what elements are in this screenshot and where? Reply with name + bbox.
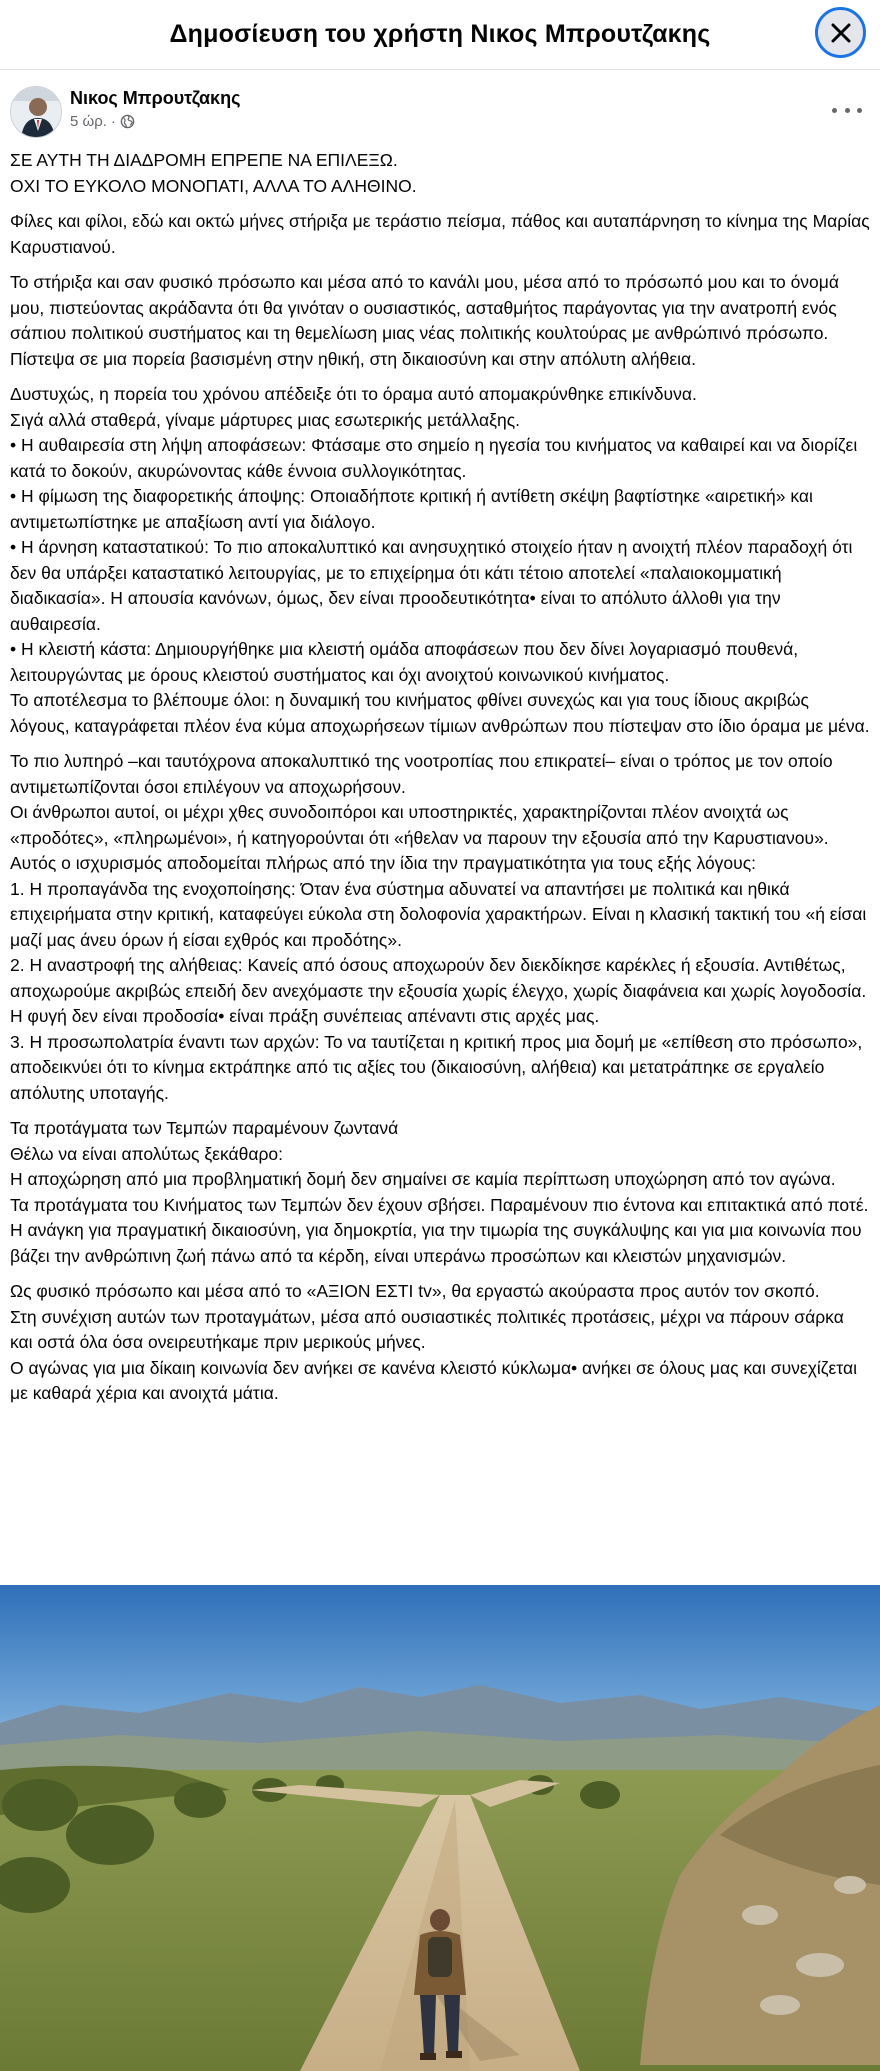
post-paragraph: Ως φυσικό πρόσωπο και μέσα από το «ΑΞΙΟΝ ΕΣΤΙ tv», θα εργαστώ ακούραστα προς αυτόν τον σκοπό. [10, 1281, 820, 1301]
close-icon [830, 22, 852, 44]
post-paragraph: • Η φίμωση της διαφορετικής άποψης: Οποιαδήποτε κριτική ή αντίθετη σκέψη βαφτίστηκε «αιρετική» και αντιμετωπίστηκε με απαξίωση αντί για διάλογο. [10, 486, 813, 532]
post-paragraph: 1. Η προπαγάνδα της ενοχοποίησης: Όταν ένα σύστημα αδυνατεί να απαντήσει με πολιτικά και ηθικά επιχειρήματα στην κριτική, καταφεύγει εύκολα στη δολοφονία χαρακτήρων. Είναι η κλασική τακτική του «ή είσαι μαζί μας άνευ όρων ή είσαι εχθρός και προδότης». [10, 878, 867, 950]
post-paragraph: Φίλες και φίλοι, εδώ και οκτώ μήνες στήριξα με τεράστιο πείσμα, πάθος και αυταπάρνηση το κίνημα της Μαρίας Καρυστιανού. [10, 211, 870, 257]
road-landscape-image [0, 1585, 880, 2071]
more-options-dot [857, 108, 862, 113]
post-paragraph: Στη συνέχιση αυτών των προταγμάτων, μέσα από ουσιαστικές πολιτικές προτάσεις, μέχρι να πάρουν σάρκα και οστά όλα όσα ονειρευτήκαμε πριν μερικούς μήνες. [10, 1306, 844, 1352]
post-paragraph: Τα προτάγματα των Τεμπών παραμένουν ζωντανά [10, 1118, 399, 1138]
post-header [10, 86, 870, 140]
post-paragraph: Τα προτάγματα του Κινήματος των Τεμπών δεν έχουν σβήσει. Παραμένουν πιο έντονα και επιτακτικά από ποτέ. Η ανάγκη για πραγματική δικαιοσύνη, για δημοκρτία, για την τιμωρία της συγκάλυψης και για μια κοινωνία που βάζει την ανθρώπινη ζωή πάνω από τα κέρδη, είναι υπεράνω προσώπων και κλειστών μηχανισμών. [10, 1194, 869, 1266]
post-paragraph: Θέλω να είναι απολύτως ξεκάθαρο: [10, 1143, 284, 1164]
post-text [10, 148, 870, 1407]
post-paragraph: Αυτός ο ισχυρισμός αποδομείται πλήρως από την ίδια την πραγματικότητα για τους εξής λόγους: [10, 853, 757, 873]
post-paragraph: Δυστυχώς, η πορεία του χρόνου απέδειξε ότι το όραμα αυτό απομακρύνθηκε επικίνδυνα. [10, 384, 697, 404]
post-paragraph: • Η αυθαιρεσία στη λήψη αποφάσεων: Φτάσαμε στο σημείο η ηγεσία του κινήματος να καθαιρεί και να διορίζει κατά το δοκούν, ακυρώνοντας κάθε έννοια συλλογικότητας. [10, 435, 858, 481]
meta-separator: · [110, 113, 116, 130]
post-paragraph: Σιγά αλλά σταθερά, γίναμε μάρτυρες μιας εσωτερικής μετάλλαξης. [10, 409, 520, 430]
post-meta [70, 113, 135, 130]
post-paragraph: • Η άρνηση καταστατικού: Το πιο αποκαλυπτικό και ανησυχητικό στοιχείο ήταν η ανοιχτή πλέον παραδοχή ότι δεν θα υπάρξει καταστατικό λειτουργίας, με το επιχείρημα ότι κάτι τέτοιο αποτελεί «παλαιοκομματική διαδικασία». Η απουσία κανόνων, όμως, δεν είναι προοδευτικότητα• είναι το απόλυτο άλλοθι για την αυθαιρεσία. [10, 537, 853, 634]
more-options-button[interactable] [832, 100, 862, 120]
post-paragraph: • Η κλειστή κάστα: Δημιουργήθηκε μια κλειστή ομάδα αποφάσεων που δεν δίνει λογαριασμό πουθενά, λειτουργώντας με όρους κλειστού συστήματος και όχι ανοιχτού κοινωνικού κινήματος. [10, 639, 799, 685]
post-paragraph: 3. Η προσωπολατρία έναντι των αρχών: Το να ταυτίζεται η κριτική προς μια δομή με «επίθεση στο πρόσωπο», αποδεικνύει ότι το κίνημα εκτράπηκε από τις αξίες του (δικαιοσύνη, αλήθεια) και μετατράπηκε σε εργαλείο απόλυτης υποταγής. [10, 1031, 863, 1103]
modal-title: Δημοσίευση του χρήστη Νικος Μπρουτζακης [169, 20, 711, 48]
post-paragraph: Ο αγώνας για μια δίκαιη κοινωνία δεν ανήκει σε κανένα κλειστό κύκλωμα• ανήκει σε όλους μας και συνεχίζεται με καθαρά χέρια και ανοιχτά μάτια. [10, 1357, 857, 1403]
author-name[interactable]: Νικος Μπρουτζακης [70, 88, 241, 108]
post-paragraph: Το στήριξα και σαν φυσικό πρόσωπο και μέσα από το κανάλι μου, μέσα από το πρόσωπό μου και το όνομά μου, πιστεύοντας ακράδαντα ότι θα γινόταν ο ουσιαστικός, ασταθμήτος παράγοντας για την ανατροπή ενός σάπιου πολιτικού συστήματος και τη θεμελίωση μιας νέας πολιτικής κουλτούρας με ανθρώπινό πρόσωπο. [10, 272, 839, 343]
more-options-dot [845, 108, 850, 113]
post-image[interactable] [0, 1585, 880, 2071]
post-paragraph: Πίστεψα σε μια πορεία βασισμένη στην ηθική, στη δικαιοσύνη και στην απόλυτη αλήθεια. [10, 348, 697, 369]
avatar-image [11, 87, 62, 138]
more-options-icon [832, 108, 837, 113]
post-paragraph: 2. Η αναστροφή της αλήθειας: Κανείς από όσους αποχωρούν δεν διεκδίκησε καρέκλες ή εξουσία. Αντιθέτως, αποχωρούμε ακριβώς επειδή δεν ανεχόμαστε την εξουσία χωρίς έλεγχο, χωρίς διαφάνεια και χωρίς λογοδοσία. Η φυγή δεν είναι προδοσία• είναι πράξη συνέπειας απέναντι στις αρχές μας. [10, 955, 867, 1026]
post-paragraph: ΟΧΙ ΤΟ ΕΥΚΟΛΟ ΜΟΝΟΠΑΤΙ, ΑΛΛΑ ΤΟ ΑΛΗΘΙΝΟ. [10, 175, 417, 196]
post-time[interactable]: 5 ώρ. [70, 113, 107, 130]
post-paragraph: Οι άνθρωποι αυτοί, οι μέχρι χθες συνοδοιπόροι και υποστηρικτές, χαρακτηρίζονται πλέον ανοιχτά ως «προδότες», «πληρωμένοι», ή κατηγορούνται ότι «ήθελαν να παρουν την εξουσία από την Καρυστιανου». [10, 802, 829, 848]
avatar[interactable] [10, 86, 62, 138]
post-paragraph: Η αποχώρηση από μια προβληματική δομή δεν σημαίνει σε καμία περίπτωση υποχώρηση από τον αγώνα. [10, 1169, 836, 1189]
post-paragraph: ΣΕ ΑΥΤΗ ΤΗ ΔΙΑΔΡΟΜΗ ΕΠΡΕΠΕ ΝΑ ΕΠΙΛΕΞΩ. [10, 150, 398, 170]
close-button[interactable] [815, 7, 866, 58]
post-paragraph: Το πιο λυπηρό –και ταυτόχρονα αποκαλυπτικό της νοοτροπίας που επικρατεί– είναι ο τρόπος με τον οποίο αντιμετωπίζονται όσοι επιλέγουν να αποχωρήσουν. [10, 751, 833, 797]
modal-header [0, 0, 880, 70]
globe-icon[interactable] [120, 114, 135, 129]
post-paragraph: Το αποτέλεσμα το βλέπουμε όλοι: η δυναμική του κινήματος φθίνει συνεχώς και για τους ίδιους ακριβώς λόγους, καταγράφεται πλέον ένα κύμα αποχωρήσεων τίμιων ανθρώπων που πίστεψαν στο ίδιο όραμα με μένα. [10, 690, 870, 736]
